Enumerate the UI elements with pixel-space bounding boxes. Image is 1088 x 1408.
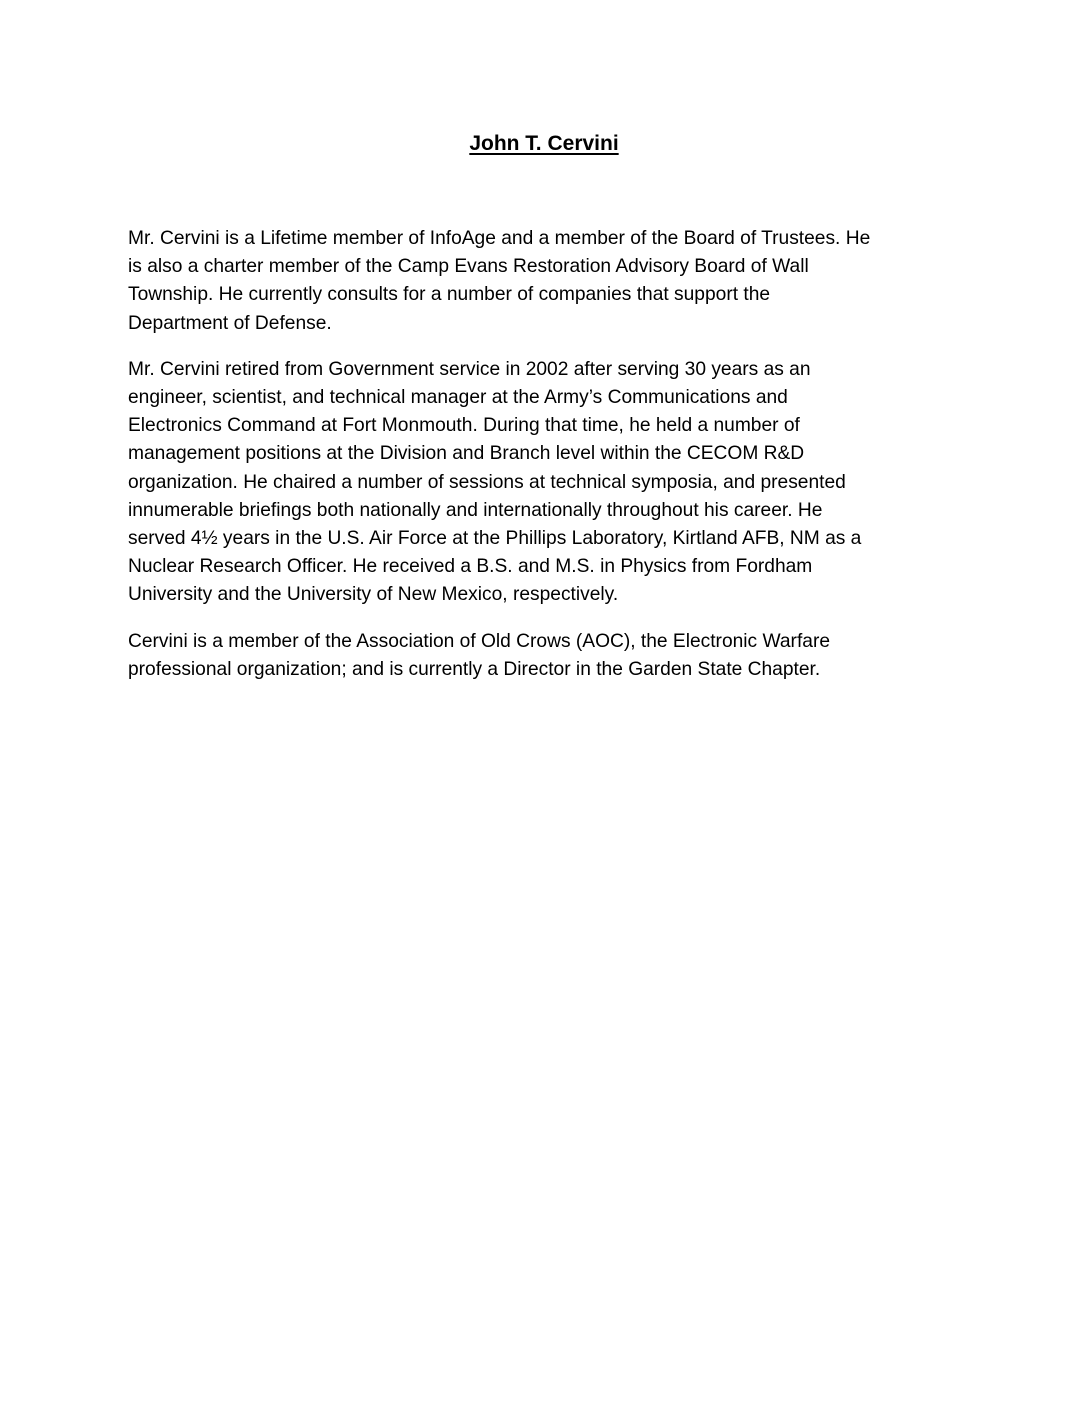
page-title: John T. Cervini — [469, 132, 619, 155]
text-line: served 4½ years in the U.S. Air Force at the Phillips Laboratory, Kirtland AFB, NM as a — [128, 528, 862, 550]
text-line: is also a charter member of the Camp Evans Restoration Advisory Board of Wall — [128, 256, 809, 278]
text-line: University and the University of New Mexico, respectively. — [128, 584, 619, 606]
text-line: organization. He chaired a number of sessions at technical symposia, and presented — [128, 471, 846, 493]
text-line: innumerable briefings both nationally and internationally throughout his career. He — [128, 499, 823, 521]
text-line: management positions at the Division and Branch level within the CECOM R&D — [128, 443, 805, 465]
text-line: professional organization; and is currently a Director in the Garden State Chapter. — [128, 658, 821, 680]
paragraph-aoc — [128, 628, 968, 684]
text-line: Cervini is a member of the Association of Old Crows (AOC), the Electronic Warfare — [128, 630, 831, 652]
text-line: Mr. Cervini is a Lifetime member of InfoAge and a member of the Board of Trustees. He — [128, 228, 871, 249]
paragraph-membership — [128, 225, 968, 338]
text-line: Mr. Cervini retired from Government service in 2002 after serving 30 years as an — [128, 358, 811, 380]
text-line: engineer, scientist, and technical manager at the Army’s Communications and — [128, 387, 788, 409]
paragraph-career — [128, 356, 968, 610]
biography-body — [128, 225, 968, 702]
text-line: Township. He currently consults for a number of companies that support the — [128, 284, 771, 306]
text-line: Nuclear Research Officer. He received a B.S. and M.S. in Physics from Fordham — [128, 556, 813, 578]
text-line: Department of Defense. — [128, 312, 332, 334]
text-line: Electronics Command at Fort Monmouth. During that time, he held a number of — [128, 415, 800, 437]
